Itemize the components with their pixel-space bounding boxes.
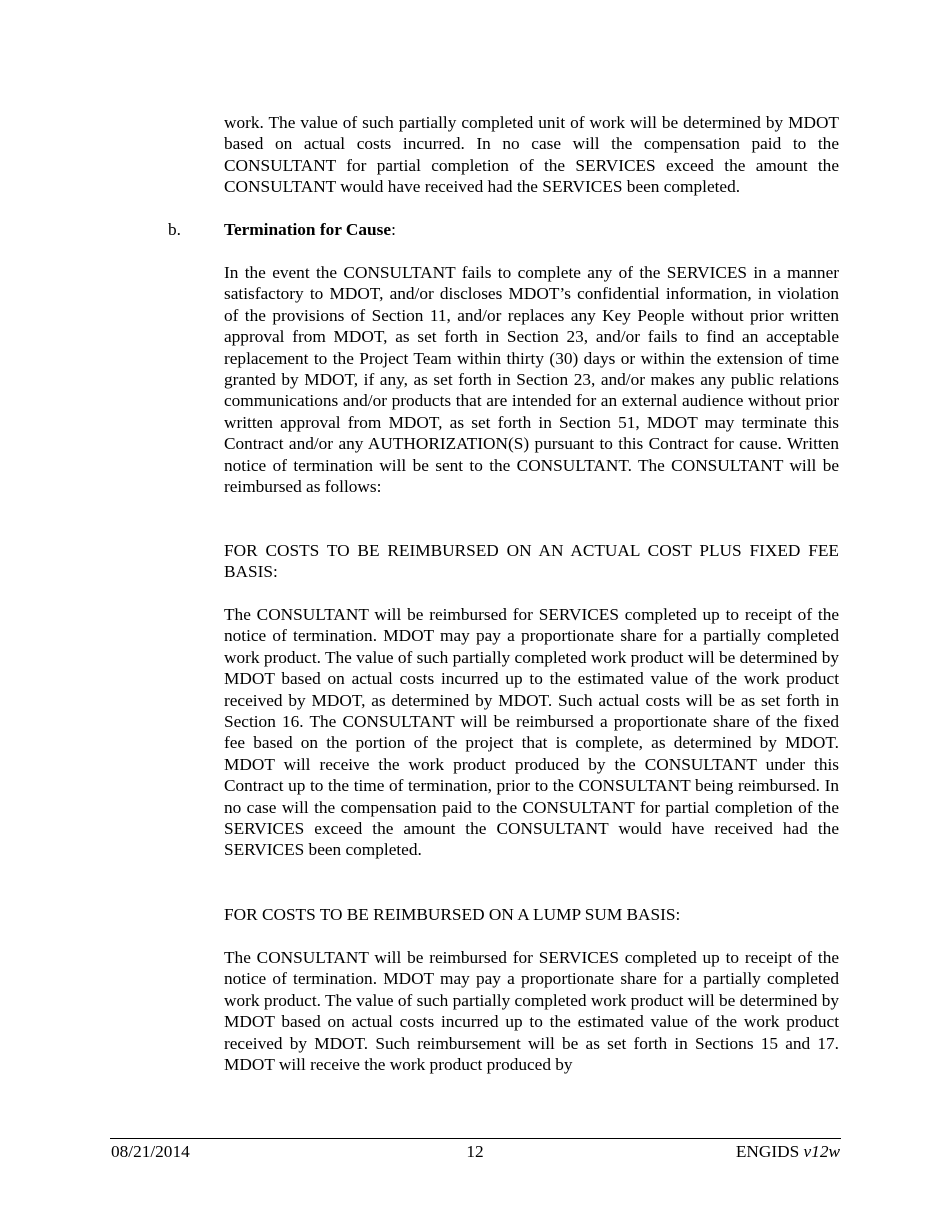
heading-lump-sum: FOR COSTS TO BE REIMBURSED ON A LUMP SUM BASIS: bbox=[224, 905, 681, 924]
paragraph-cost-plus-fixed-fee: The CONSULTANT will be reimbursed for SERVICES completed up to receipt of the notice of termination. MDOT may pay a proportionate share for a partially completed work product. The value of such partially completed work product will be determined by MDOT based on actual costs incurred up to the estimated value of the work product received by MDOT, as determined by MDOT. Such actual costs will be as set forth in Section 16. The CONSULTANT will be reimbursed a proportionate share of the fixed fee based on the portion of the project that is complete, as determined by MDOT. MDOT will receive the work product produced by the CONSULTANT under this Contract up to the time of termination, prior to the CONSULTANT being reimbursed. In no case will the compensation paid to the CONSULTANT for partial completion of the SERVICES exceed the amount the CONSULTANT would have received had the SERVICES been completed. bbox=[224, 605, 839, 860]
footer-page-number: 12 bbox=[466, 1142, 484, 1161]
section-heading bbox=[224, 219, 396, 240]
footer-doc-version: v12w bbox=[803, 1142, 840, 1161]
footer-doc-name: ENGIDS bbox=[735, 1142, 800, 1161]
footer-divider bbox=[110, 1138, 841, 1139]
section-marker: b. bbox=[168, 220, 181, 239]
paragraph-termination-for-cause: In the event the CONSULTANT fails to complete any of the SERVICES in a manner satisfactory to MDOT, and/or discloses MDOT’s confidential information, in violation of the provisions of Section 11, and/or replaces any Key People without prior written approval from MDOT, as set forth in Section 23, and/or fails to find an acceptable replacement to the Project Team within thirty (30) days or within the extension of time granted by MDOT, if any, as set forth in Section 23, and/or makes any public relations communications and/or products that are intended for an external audience without prior written approval from MDOT, as set forth in Section 51, MDOT may terminate this Contract and/or any AUTHORIZATION(S) pursuant to this Contract for cause. Written notice of termination will be sent to the CONSULTANT. The CONSULTANT will be reimbursed as follows: bbox=[224, 263, 839, 497]
heading-cost-plus-fixed-fee: FOR COSTS TO BE REIMBURSED ON AN ACTUAL COST PLUS FIXED FEE BASIS: bbox=[224, 541, 839, 582]
paragraph-continuation: work. The value of such partially completed unit of work will be determined by MDOT based on actual costs incurred. In no case will the compensation paid to the CONSULTANT for partial completion of the SERVICES exceed the amount the CONSULTANT would have received had the SERVICES been completed. bbox=[224, 113, 839, 197]
section-title-suffix: : bbox=[391, 220, 396, 239]
footer-doc-id bbox=[736, 1141, 840, 1162]
section-title: Termination for Cause bbox=[224, 220, 392, 239]
paragraph-lump-sum: The CONSULTANT will be reimbursed for SERVICES completed up to receipt of the notice of termination. MDOT may pay a proportionate share for a partially completed work product. The value of such partially completed work product will be determined by MDOT based on actual costs incurred up to the estimated value of the work product received by MDOT. Such reimbursement will be as set forth in Sections 15 and 17. MDOT will receive the work product produced by bbox=[224, 948, 839, 1075]
footer-date: 08/21/2014 bbox=[111, 1142, 190, 1161]
